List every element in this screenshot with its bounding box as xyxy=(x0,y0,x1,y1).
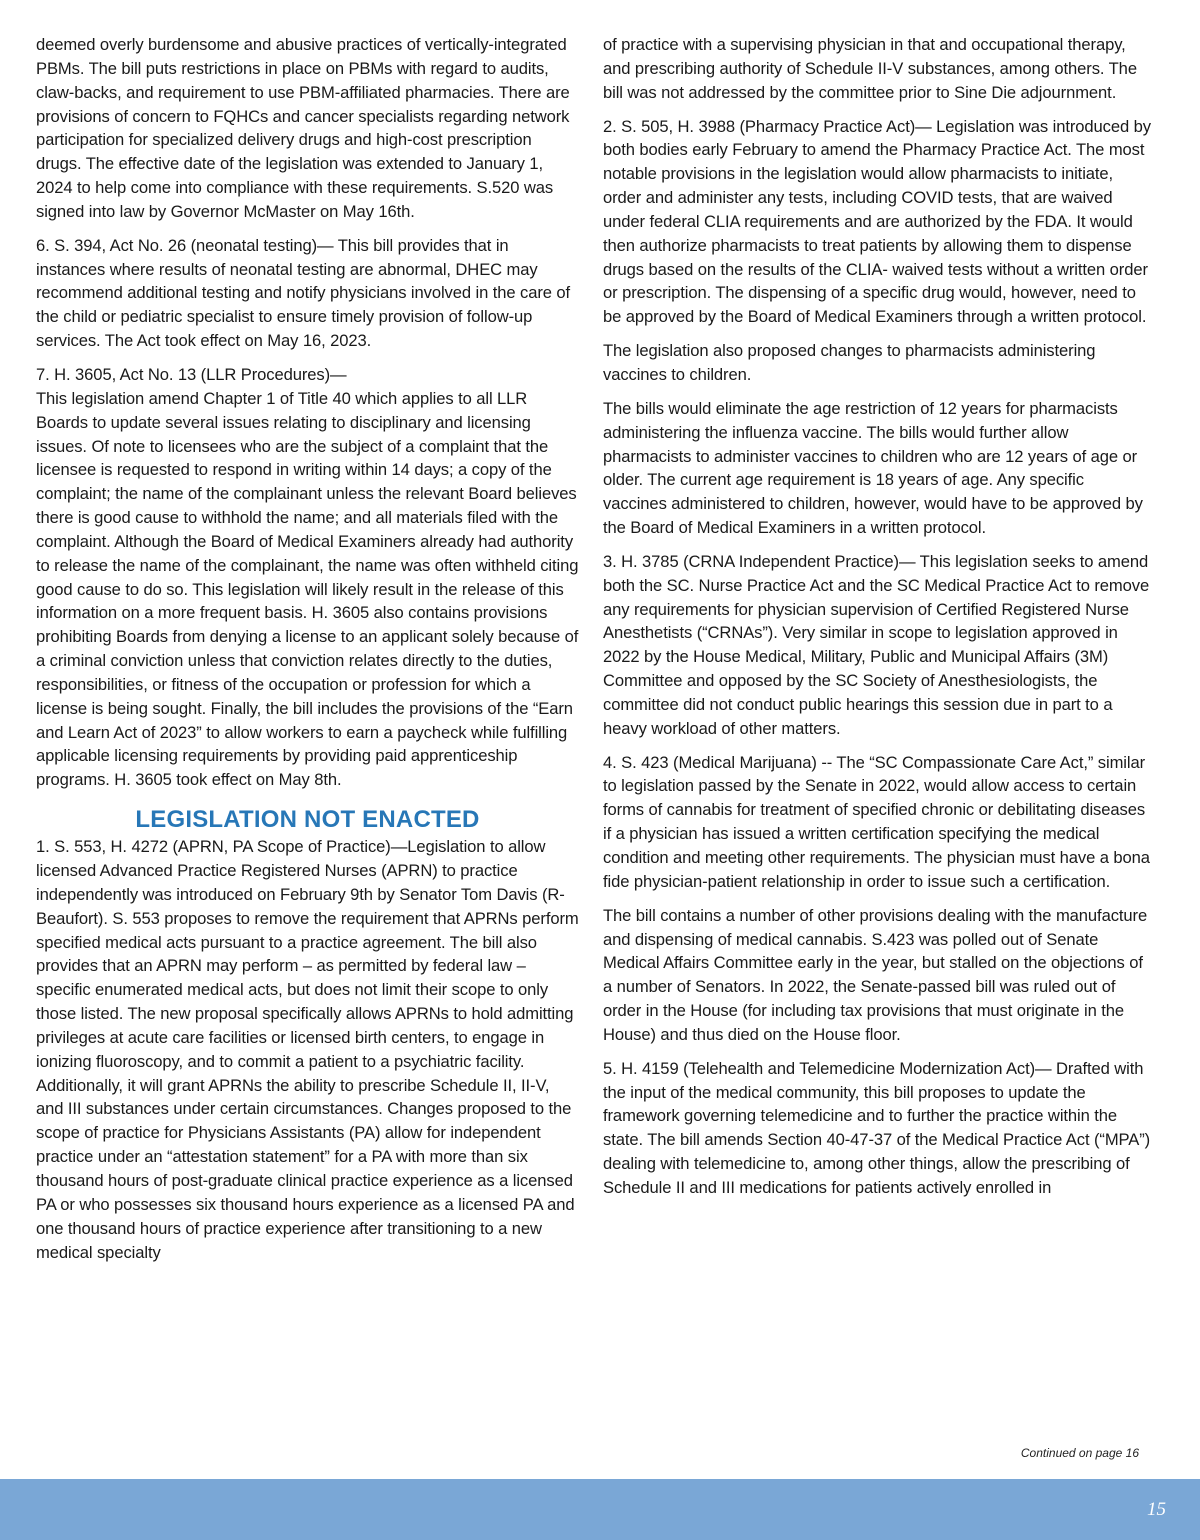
paragraph-pbm-continued: deemed overly burdensome and abusive practices of vertically-integrated PBMs. The bill puts restrictions in place on PBMs with regard to audits, claw-backs, and requirement to use PBM-affiliated pharmacies. There are provisions of concern to FQHCs and cancer specialists regarding network participation for specialized delivery drugs and high-cost prescription drugs. The effective date of the legislation was extended to January 1, 2024 to help come into compliance with these requirements. S.520 was signed into law by Governor McMaster on May 16th. xyxy=(36,35,570,221)
continued-note: Continued on page 16 xyxy=(1020,1446,1139,1460)
paragraph-llr-procedures-title: 7. H. 3605, Act No. 13 (LLR Procedures)— xyxy=(36,364,347,384)
paragraph-llr-procedures-body: This legislation amend Chapter 1 of Title 40 which applies to all LLR Boards to update several issues relating to disciplinary and licensing issues. Of note to licensees who are the subject of a complaint that the licensee is requested to respond in writing within 14 days; a copy of the complaint; the name of the complainant unless the relevant Board believes there is good cause to withhold the name; and all materials filed with the complaint. Although the Board of Medical Examiners already had authority to release the name of the complainant, the name was often withheld citing good cause to do so. This legislation will likely result in the release of this information on a more frequent basis. H. 3605 also contains provisions prohibiting Boards from denying a license to an applicant solely because of a criminal conviction unless that conviction relates directly to the duties, responsibilities, or fitness of the occupation or profession for which a license is being sought. Finally, the bill includes the provisions of the “Earn and Learn Act of 2023” to allow workers to earn a paycheck while fulfilling applicable licensing requirements by providing paid apprenticeship programs. H. 3605 took effect on May 8th. xyxy=(36,388,579,790)
section-heading-not-enacted: LEGISLATION NOT ENACTED xyxy=(135,806,480,834)
paragraph-neonatal-testing: 6. S. 394, Act No. 26 (neonatal testing)— This bill provides that in instances where results of neonatal testing are abnormal, DHEC may recommend additional testing and notify physicians involved in the care of the child or pediatric specialist to ensure timely provision of follow-up services. The Act took effect on May 16, 2023. xyxy=(36,235,571,351)
paragraph-aprn-continued: of practice with a supervising physician in that and occupational therapy, and prescribing authority of Schedule II-V substances, among others. The bill was not addressed by the committee prior to Sine Die adjournment. xyxy=(603,35,1137,102)
right-column xyxy=(603,33,1151,1210)
paragraph-medical-marijuana: 4. S. 423 (Medical Marijuana) -- The “SC Compassionate Care Act,” similar to legislation passed by the Senate in 2022, would allow access to certain forms of cannabis for treatment of specified chronic or debilitating diseases if a physician has issued a written certification specifying the medical condition and meeting other requirements. The physician must have a bona fide physician-patient relationship in order to issue such a certification. xyxy=(603,752,1150,891)
paragraph-vaccines-children: The legislation also proposed changes to pharmacists administering vaccines to children. xyxy=(603,341,1096,384)
paragraph-age-restriction: The bills would eliminate the age restriction of 12 years for pharmacists administering the influenza vaccine. The bills would further allow pharmacists to administer vaccines to children who are 12 years of age or older. The current age requirement is 18 years of age. Any specific vaccines administered to children, however, would have to be approved by the Board of Medical Examiners in a written protocol. xyxy=(603,398,1143,538)
paragraph-aprn-pa-scope: 1. S. 553, H. 4272 (APRN, PA Scope of Practice)—Legislation to allow licensed Advanced Practice Registered Nurses (APRN) to practice independently was introduced on February 9th by Senator Tom Davis (R-Beaufort). S. 553 proposes to remove the requirement that APRNs perform specified medical acts pursuant to a practice agreement. The bill also provides that an APRN may perform – as permitted by federal law – specific enumerated medical acts, but does not limit their scope to only those listed. The new proposal specifically allows APRNs to hold admitting privileges at acute care facilities or licensed birth centers, to engage in ionizing fluoroscopy, and to commit a patient to a psychiatric facility. Additionally, it will grant APRNs the ability to prescribe Schedule II, II-V, and III substances under certain circumstances. Changes proposed to the scope of practice for Physicians Assistants (PA) allow for independent practice under an “attestation statement” for a PA with more than six thousand hours of post-graduate clinical practice experience as a licensed PA or who possesses six thousand hours experience as a licensed PA and one thousand hours of practice experience after transitioning to a new medical specialty xyxy=(36,837,579,1262)
page-number: 15 xyxy=(1147,1499,1166,1520)
paragraph-cannabis-provisions: The bill contains a number of other provisions dealing with the manufacture and dispensing of medical cannabis. S.423 was polled out of Senate Medical Affairs Committee early in the year, but stalled on the objections of a number of Senators. In 2022, the Senate-passed bill was ruled out of order in the House (for including tax provisions that must originate in the House) and thus died on the House floor. xyxy=(603,905,1148,1044)
paragraph-crna-practice: 3. H. 3785 (CRNA Independent Practice)— This legislation seeks to amend both the SC. Nurse Practice Act and the SC Medical Practice Act to remove any requirements for physician supervision of Certified Registered Nurse Anesthetists (“CRNAs”). Very similar in scope to legislation approved in 2022 by the House Medical, Military, Public and Municipal Affairs (3M) Committee and opposed by the SC Society of Anesthesiologists, the committee did not conduct public hearings this session due in part to a heavy workload of other matters. xyxy=(603,551,1150,738)
left-column xyxy=(36,33,579,1274)
footer-band xyxy=(0,1479,1200,1540)
paragraph-telehealth: 5. H. 4159 (Telehealth and Telemedicine Modernization Act)— Drafted with the input of the medical community, this bill proposes to update the framework governing telemedicine and to further the practice within the state. The bill amends Section 40-47-37 of the Medical Practice Act (“MPA”) dealing with telemedicine to, among other things, allow the prescribing of Schedule II and III medications for patients actively enrolled in xyxy=(603,1058,1151,1197)
paragraph-pharmacy-practice-act: 2. S. 505, H. 3988 (Pharmacy Practice Act)— Legislation was introduced by both bodies early February to amend the Pharmacy Practice Act. The most notable provisions in the legislation would allow pharmacists to initiate, order and administer any tests, including COVID tests, that are waived under federal CLIA requirements and are authorized by the FDA. It would then authorize pharmacists to treat patients by allowing them to dispense drugs based on the results of the CLIA- waived tests without a written order or prescription. The dispensing of a specific drug would, however, need to be approved by the Board of Medical Examiners through a written protocol. xyxy=(603,116,1151,327)
